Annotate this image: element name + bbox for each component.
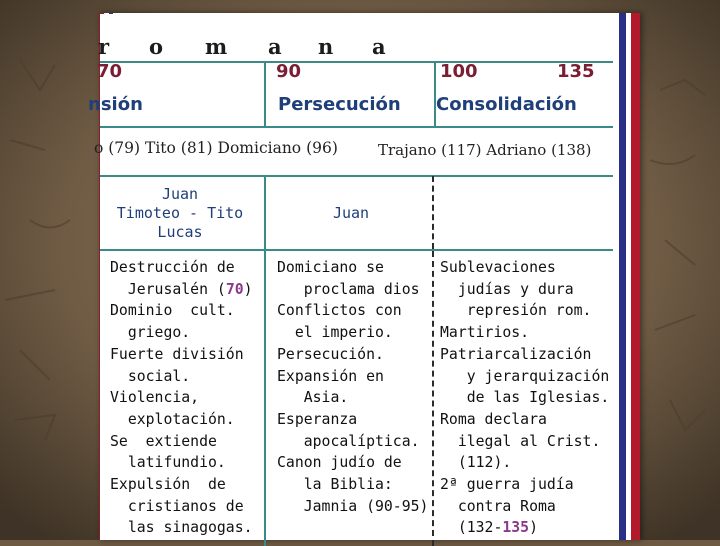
rule-under-rome (100, 61, 613, 63)
divider-1-people (264, 176, 266, 249)
person-juan: Juan (161, 185, 199, 203)
timeline-table (88, 14, 613, 540)
person-lucas: Lucas (157, 223, 203, 241)
divider-2-top (434, 62, 436, 126)
stage-consolidacion: Consolidación (436, 94, 577, 115)
rome-letter-r: r (98, 34, 110, 59)
event-line: Esperanza (277, 410, 358, 428)
person-juan-2: Juan (332, 204, 370, 222)
year-100: 100 (440, 61, 478, 82)
event-line: proclama dios (277, 280, 420, 298)
divider-2-body (432, 251, 436, 546)
events-col2 (277, 257, 428, 517)
event-line: social. (110, 367, 191, 385)
highlight-year: 135 (502, 519, 530, 537)
rome-letter-n: n (318, 34, 334, 59)
rome-letter-o: o (149, 34, 164, 59)
event-line: apocalíptica. (277, 432, 420, 450)
emperors-right: Trajano (117) Adriano (138) (378, 141, 592, 159)
people-col2 (266, 204, 436, 223)
event-line: Destrucción de (110, 259, 235, 276)
emperors-left: o (79) Tito (81) Domiciano (96) (94, 139, 338, 157)
event-line: Martirios. (440, 324, 530, 342)
event-line: Sublevaciones (440, 259, 556, 276)
event-line: 2ª guerra judía (440, 476, 574, 494)
timeline-card (88, 13, 640, 540)
stage-persecucion: Persecución (278, 94, 401, 115)
event-line: la Biblia: (277, 476, 393, 494)
event-line: Fuerte división (110, 345, 244, 363)
person-timoteo-tito: Timoteo - Tito (116, 204, 244, 222)
events-col1 (110, 257, 253, 539)
event-line: (112). (440, 454, 512, 472)
rome-letter-a1: a (268, 34, 282, 59)
rome-letter-a2: a (372, 34, 386, 59)
year-90: 90 (276, 61, 302, 82)
rome-letter-m: m (205, 34, 228, 59)
event-line: Conflictos con (277, 302, 402, 320)
events-col3 (440, 257, 609, 539)
event-line: judías y dura (440, 280, 574, 298)
event-line: Se extiende (110, 432, 217, 450)
event-line: ilegal al Crist. (440, 432, 601, 450)
event-line: (132-135) (440, 519, 539, 537)
event-line: Domiciano se (277, 259, 384, 276)
highlight-year: 70 (225, 280, 244, 298)
rule-under-emperors (100, 175, 613, 177)
event-line: Jerusalén (70) (110, 280, 253, 298)
event-line: Roma declara (440, 410, 547, 428)
event-line: Expansión en (277, 367, 384, 385)
divider-1-top (264, 62, 266, 126)
event-line: Canon judío de (277, 454, 402, 472)
event-line: explotación. (110, 410, 235, 428)
event-line: represión rom. (440, 302, 592, 320)
event-line: de las Iglesias. (440, 389, 610, 407)
stage-expansion: nsión (88, 94, 143, 115)
divider-1-body (264, 251, 266, 546)
event-line: el imperio. (277, 324, 393, 342)
event-line: Dominio cult. (110, 302, 235, 320)
year-135: 135 (557, 61, 595, 82)
divider-2-people (432, 176, 436, 249)
event-line: cristianos de (110, 497, 244, 515)
event-line: Patriarcalización (440, 345, 592, 363)
event-line: y jerarquización (440, 367, 610, 385)
event-line: Expulsión de (110, 476, 226, 494)
event-line: Violencia, (110, 389, 200, 407)
flag-border (613, 13, 640, 540)
event-line: contra Roma (440, 497, 556, 515)
event-line: Persecución. (277, 345, 384, 363)
event-line: Asia. (277, 389, 349, 407)
event-line: Jamnia (90-95) (277, 497, 429, 515)
rule-under-people (100, 249, 613, 251)
rule-under-stages (100, 126, 613, 128)
event-line: latifundio. (110, 454, 226, 472)
people-col1 (100, 185, 260, 242)
year-70: 70 (97, 61, 123, 82)
event-line: griego. (110, 324, 191, 342)
event-line: las sinagogas. (110, 519, 253, 537)
